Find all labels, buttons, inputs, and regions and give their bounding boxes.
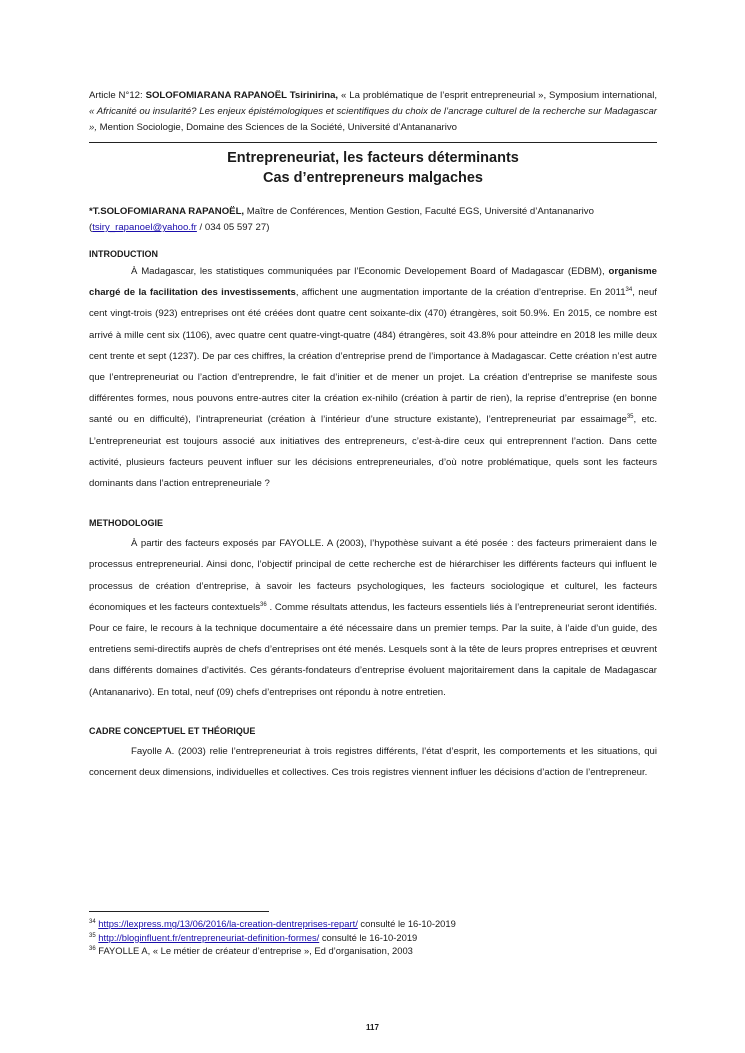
methodologie-heading: METHODOLOGIE xyxy=(89,518,163,529)
footnote-text: consulté le 16-10-2019 xyxy=(319,931,418,943)
header-divider xyxy=(89,142,657,143)
section-methodologie xyxy=(89,516,657,703)
footnote-link[interactable]: https://lexpress.mg/13/06/2016/la-creation-dentreprises-repart/ xyxy=(98,918,358,929)
section-introduction xyxy=(89,247,657,494)
header-symposium-title: « Africanité ou insularité? Les enjeux épistémologiques et scientifiques du choix de l’ancrage culturel de la recherche sur Madagascar », xyxy=(89,106,657,133)
page-number: 117 xyxy=(366,1023,379,1032)
article-header xyxy=(89,88,657,136)
introduction-paragraph xyxy=(89,261,657,494)
author-line xyxy=(89,204,657,236)
introduction-heading: INTRODUCTION xyxy=(89,249,158,259)
cadre-paragraph: Fayolle A. (2003) relie l’entrepreneuriat à trois registres différents, l’état d’esprit, les comportements et les situations, qui concernent deux dimensions, individuelles et collectives. Ces trois registres viennent influer les décisions d’action de l’entrepreneur. xyxy=(89,745,657,779)
footnote-ref-35[interactable]: 35 xyxy=(626,414,634,421)
footnote-number: 34 xyxy=(89,919,96,925)
footnote-ref-36[interactable]: 36 xyxy=(260,601,267,608)
header-prefix: Article N°12: xyxy=(89,90,146,101)
author-affiliation: Maître de Conférences, Mention Gestion, Faculté EGS, Université d’Antananarivo xyxy=(244,206,594,217)
footnote-number: 36 xyxy=(89,946,96,952)
cadre-heading: CADRE CONCEPTUEL ET THÉORIQUE xyxy=(89,725,256,736)
footnote-link[interactable]: http://bloginfluent.fr/entrepreneuriat-definition-formes/ xyxy=(98,931,320,943)
intro-text-4: , etc. L’entrepreneuriat est toujours associé aux initiatives des entrepreneurs, c’est-à-dire ceux qui entreprennent l’action. Dans cette activité, plusieurs facteurs peuvent influer sur les décisions entrepreneuriales, d’où notre problématique, quels sont les facteurs dominants dans l’action entrepreneuriale ? xyxy=(89,414,657,490)
title-line-1: Entrepreneuriat, les facteurs déterminants xyxy=(227,150,519,166)
title-line-2: Cas d’entrepreneurs malgaches xyxy=(262,170,483,186)
intro-text-3: , neuf cent vingt-trois (923) entreprises ont été créées dont quatre cent soixante-dix (470) étrangères, soit 50.9%. En 2015, ce nombre est arrivé à mille cent six (1106), avec quatre cent quatre-vingt-quatre (484) étrangères, soit 43.8% pour atteindre en 2018 les mille deux cent trente et sept (1237). De par ces chiffres, la création d’entreprise prend de l’importance à Madagascar. Cette création n’est autre que l’entrepreneuriat ou l’action d’entreprendre, le fait d’initier et de mener un projet. La création d’entreprise se manifeste sous différentes formes, nous pouvons entre-autres citer la création ex-nihilo (création à partir de rien), la reprise d’entreprise (en bonne santé ou en difficulté), l’intrapreneuriat (création à l’intérieur d’une structure existante), l’entrepreneuriat par essaimage xyxy=(89,287,657,426)
footnote-text: consulté le 16-10-2019 xyxy=(357,918,456,929)
section-cadre xyxy=(89,724,657,783)
intro-text-1: À Madagascar, les statistiques communiquées par l’Economic Developement Board of Madagascar (EDBM), xyxy=(131,266,609,277)
footnote-ref-34[interactable]: 34 xyxy=(625,287,633,294)
author-phone: / 034 05 597 27) xyxy=(196,222,270,233)
footnote-35 xyxy=(89,931,657,945)
footnote-36 xyxy=(89,944,657,958)
method-text-1: À partir des facteurs exposés par FAYOLLE. A (2003), l’hypothèse suivant a été posée : des facteurs primeraient dans le processus entrepreneurial. Ainsi donc, l’objectif principal de cette recherche est de hiérarchiser les différents facteurs qui influent le processus de création d’entreprise, à savoir les facteurs psychologiques, les facteurs sociologique et culturel, les facteurs économiques et les facteurs contextuels xyxy=(89,538,657,613)
header-author: SOLOFOMIARANA RAPANOËL Tsirinirina, xyxy=(145,90,339,101)
footnotes xyxy=(89,917,657,958)
footnote-number: 35 xyxy=(89,932,96,939)
author-open-paren: ( xyxy=(89,222,93,233)
article-title xyxy=(89,148,657,188)
intro-bold-text: organisme chargé de la facilitation des investissements xyxy=(89,266,657,299)
footnote-34 xyxy=(89,917,657,931)
footnote-text: FAYOLLE A, « Le métier de créateur d’entreprise », Ed d’organisation, 2003 xyxy=(95,945,413,956)
author-name: *T.SOLOFOMIARANA RAPANOËL, xyxy=(89,206,245,217)
method-text-2: . Comme résultats attendus, les facteurs essentiels liés à l’entrepreneuriat seront identifiés. Pour ce faire, le recours à la technique documentaire a été nécessaire dans un premier temps. Par la suite, à l’aide d’un guide, des entretiens semi-directifs auprès de chefs d’entreprises ont été menés. Lesquels sont à la tête de leurs propres entreprises et œuvrent dans différents domaines d’activités. Ces gérants-fondateurs d’entreprise évoluent majoritairement dans la capitale de Madagascar (Antananarivo). En total, neuf (09) chefs d’entreprises ont répondu à notre entretien. xyxy=(89,601,657,698)
header-text-2: Mention Sociologie, Domaine des Sciences de la Société, Université d’Antananarivo xyxy=(97,122,457,133)
article-body xyxy=(89,88,657,783)
header-text-1: « La problématique de l’esprit entrepreneurial », Symposium international, xyxy=(338,90,658,101)
methodologie-paragraph xyxy=(89,533,657,703)
footnote-divider xyxy=(89,911,269,912)
intro-text-2: , affichent une augmentation importante de la création d’entreprise. En 2011 xyxy=(295,287,626,299)
author-email-link[interactable]: tsiry_rapanoel@yahoo.fr xyxy=(92,222,197,233)
